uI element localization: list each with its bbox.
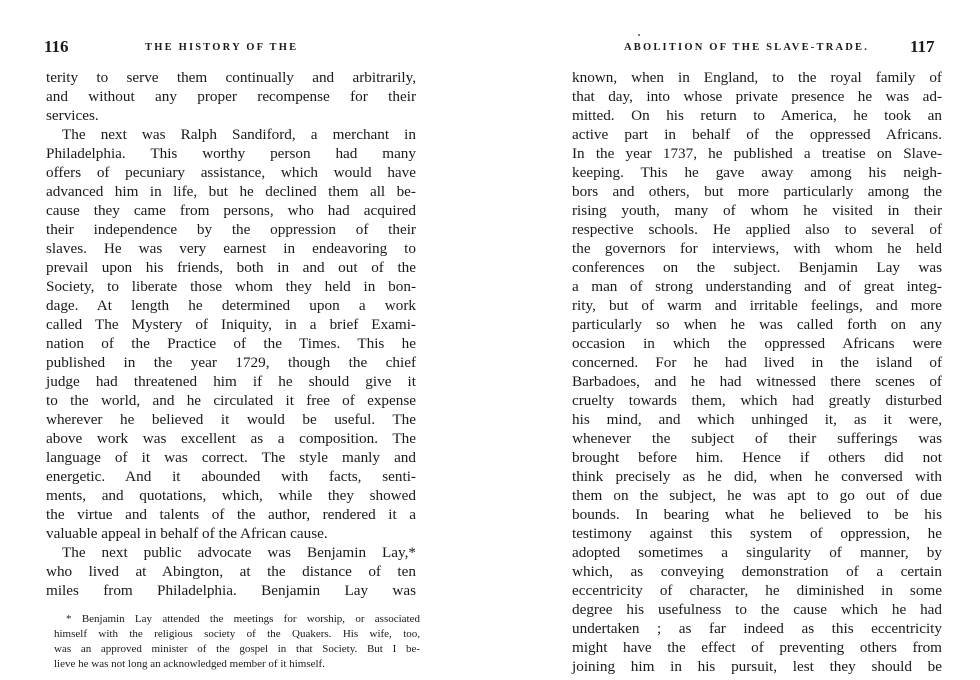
text-line: The next was Ralph Sandiford, a merchant in: [62, 126, 416, 143]
text-line: valuable appeal in behalf of the African cause.: [46, 525, 328, 542]
text-line: think precisely as he did, when he conversed with: [572, 468, 942, 485]
footnote-line: was an approved minister of the gospel in that Society. But I be-: [54, 643, 420, 655]
text-line: Barbadoes, and he had witnessed there scenes of: [572, 373, 942, 390]
right-running-head: ABOLITION OF THE SLAVE-TRADE.: [624, 42, 870, 53]
text-line: bounds. In bearing what he believed to be his: [572, 506, 942, 523]
text-line: rity, but of warm and irritable feelings, and more: [572, 297, 942, 314]
text-line: offers of pecuniary assistance, which would have: [46, 164, 416, 181]
text-line: Philadelphia. This worthy person had many: [46, 145, 416, 162]
text-line: brought before him. Hence if others did not: [572, 449, 942, 466]
left-page: [0, 0, 470, 680]
text-line: a man of strong understanding and of great integ-: [572, 278, 942, 295]
right-page-number: 117: [910, 37, 935, 56]
text-line: conferences on the subject. Benjamin Lay was: [572, 259, 942, 276]
text-line: called The Mystery of Iniquity, in a brief Exami-: [46, 316, 416, 333]
text-line: mitted. On his return to America, he took an: [572, 107, 942, 124]
text-line: above work was excellent as a composition. The: [46, 430, 416, 447]
text-line: his mind, and which unhinged it, as it were,: [572, 411, 942, 428]
text-line: keeping. This he gave away among his neigh-: [572, 164, 942, 181]
left-body-text: [46, 68, 416, 600]
text-line: The next public advocate was Benjamin Lay,*: [62, 544, 416, 561]
text-line: services.: [46, 107, 99, 124]
text-line: bors and others, but more particularly among the: [572, 183, 942, 200]
text-line: cause they came from persons, who had acquired: [46, 202, 416, 219]
text-line: their independence by the oppression of their: [46, 221, 416, 238]
text-line: testimony against this system of oppression, he: [572, 525, 942, 542]
text-line: Society, to liberate those whom they held in bon-: [46, 278, 416, 295]
text-line: undertaken ; as far indeed as this eccentricity: [572, 620, 942, 637]
text-line: active part in behalf of the oppressed Africans.: [572, 126, 942, 143]
text-line: prevail upon his friends, both in and out of the: [46, 259, 416, 276]
text-line: ments, and quotations, which, while they showed: [46, 487, 416, 504]
text-line: which, as conveying demonstration of a certain: [572, 563, 942, 580]
text-line: rising youth, many of whom he visited in their: [572, 202, 942, 219]
text-line: might have the effect of preventing others from: [572, 639, 942, 656]
left-running-head: THE HISTORY OF THE: [145, 42, 299, 53]
text-line: miles from Philadelphia. Benjamin Lay was: [46, 582, 416, 599]
text-line: terity to serve them continually and arbitrarily,: [46, 69, 416, 86]
text-line: known, when in England, to the royal family of: [572, 69, 942, 86]
text-line: nation of the Practice of the Times. This he: [46, 335, 416, 352]
text-line: particularly so when he was called forth on any: [572, 316, 942, 333]
text-line: the virtue and talents of the author, rendered it a: [46, 506, 416, 523]
text-line: slaves. He was very earnest in endeavoring to: [46, 240, 416, 257]
footnote: [54, 612, 420, 672]
text-line: eccentricity of character, he diminished in some: [572, 582, 942, 599]
text-line: cruelty towards them, which had greatly disturbed: [572, 392, 942, 409]
text-line: degree his usefulness to the cause which he had: [572, 601, 942, 618]
text-line: the governors for interviews, with whom he held: [572, 240, 942, 257]
left-page-number: 116: [44, 37, 69, 56]
footnote-line: himself with the religious society of the Quakers. His wife, too,: [54, 628, 420, 640]
text-line: who lived at Abington, at the distance of ten: [46, 563, 416, 580]
text-line: advanced him in life, but he declined them all be-: [46, 183, 416, 200]
text-line: In the year 1737, he published a treatise on Slave-: [572, 145, 942, 162]
text-line: them on the subject, he was apt to go out of due: [572, 487, 942, 504]
text-line: that day, into whose private presence he was ad-: [572, 88, 942, 105]
text-line: whenever the subject of their sufferings was: [572, 430, 942, 447]
text-line: dage. At length he determined upon a work: [46, 297, 416, 314]
text-line: wherever he believed it would be useful. The: [46, 411, 416, 428]
text-line: concerned. For he had lived in the island of: [572, 354, 942, 371]
footnote-line: lieve he was not long an acknowledged member of it himself.: [54, 658, 325, 670]
text-line: language of it was correct. The style manly and: [46, 449, 416, 466]
text-line: published in the year 1729, though the chief: [46, 354, 416, 371]
text-line: joining him in his pursuit, lest they should be: [572, 658, 942, 675]
right-body-text: [572, 68, 942, 676]
text-line: to the world, and he circulated it free of expense: [46, 392, 416, 409]
speck-mark: [638, 34, 640, 36]
text-line: energetic. And it abounded with facts, senti-: [46, 468, 416, 485]
text-line: adopted sometimes a singularity of manner, by: [572, 544, 942, 561]
text-line: respective schools. He applied also to several of: [572, 221, 942, 238]
text-line: occasion in which the oppressed Africans were: [572, 335, 942, 352]
text-line: and without any proper recompense for their: [46, 88, 416, 105]
footnote-line: * Benjamin Lay attended the meetings for worship, or associated: [66, 613, 420, 625]
right-page: [490, 0, 980, 680]
text-line: judge had threatened him if he should give it: [46, 373, 416, 390]
